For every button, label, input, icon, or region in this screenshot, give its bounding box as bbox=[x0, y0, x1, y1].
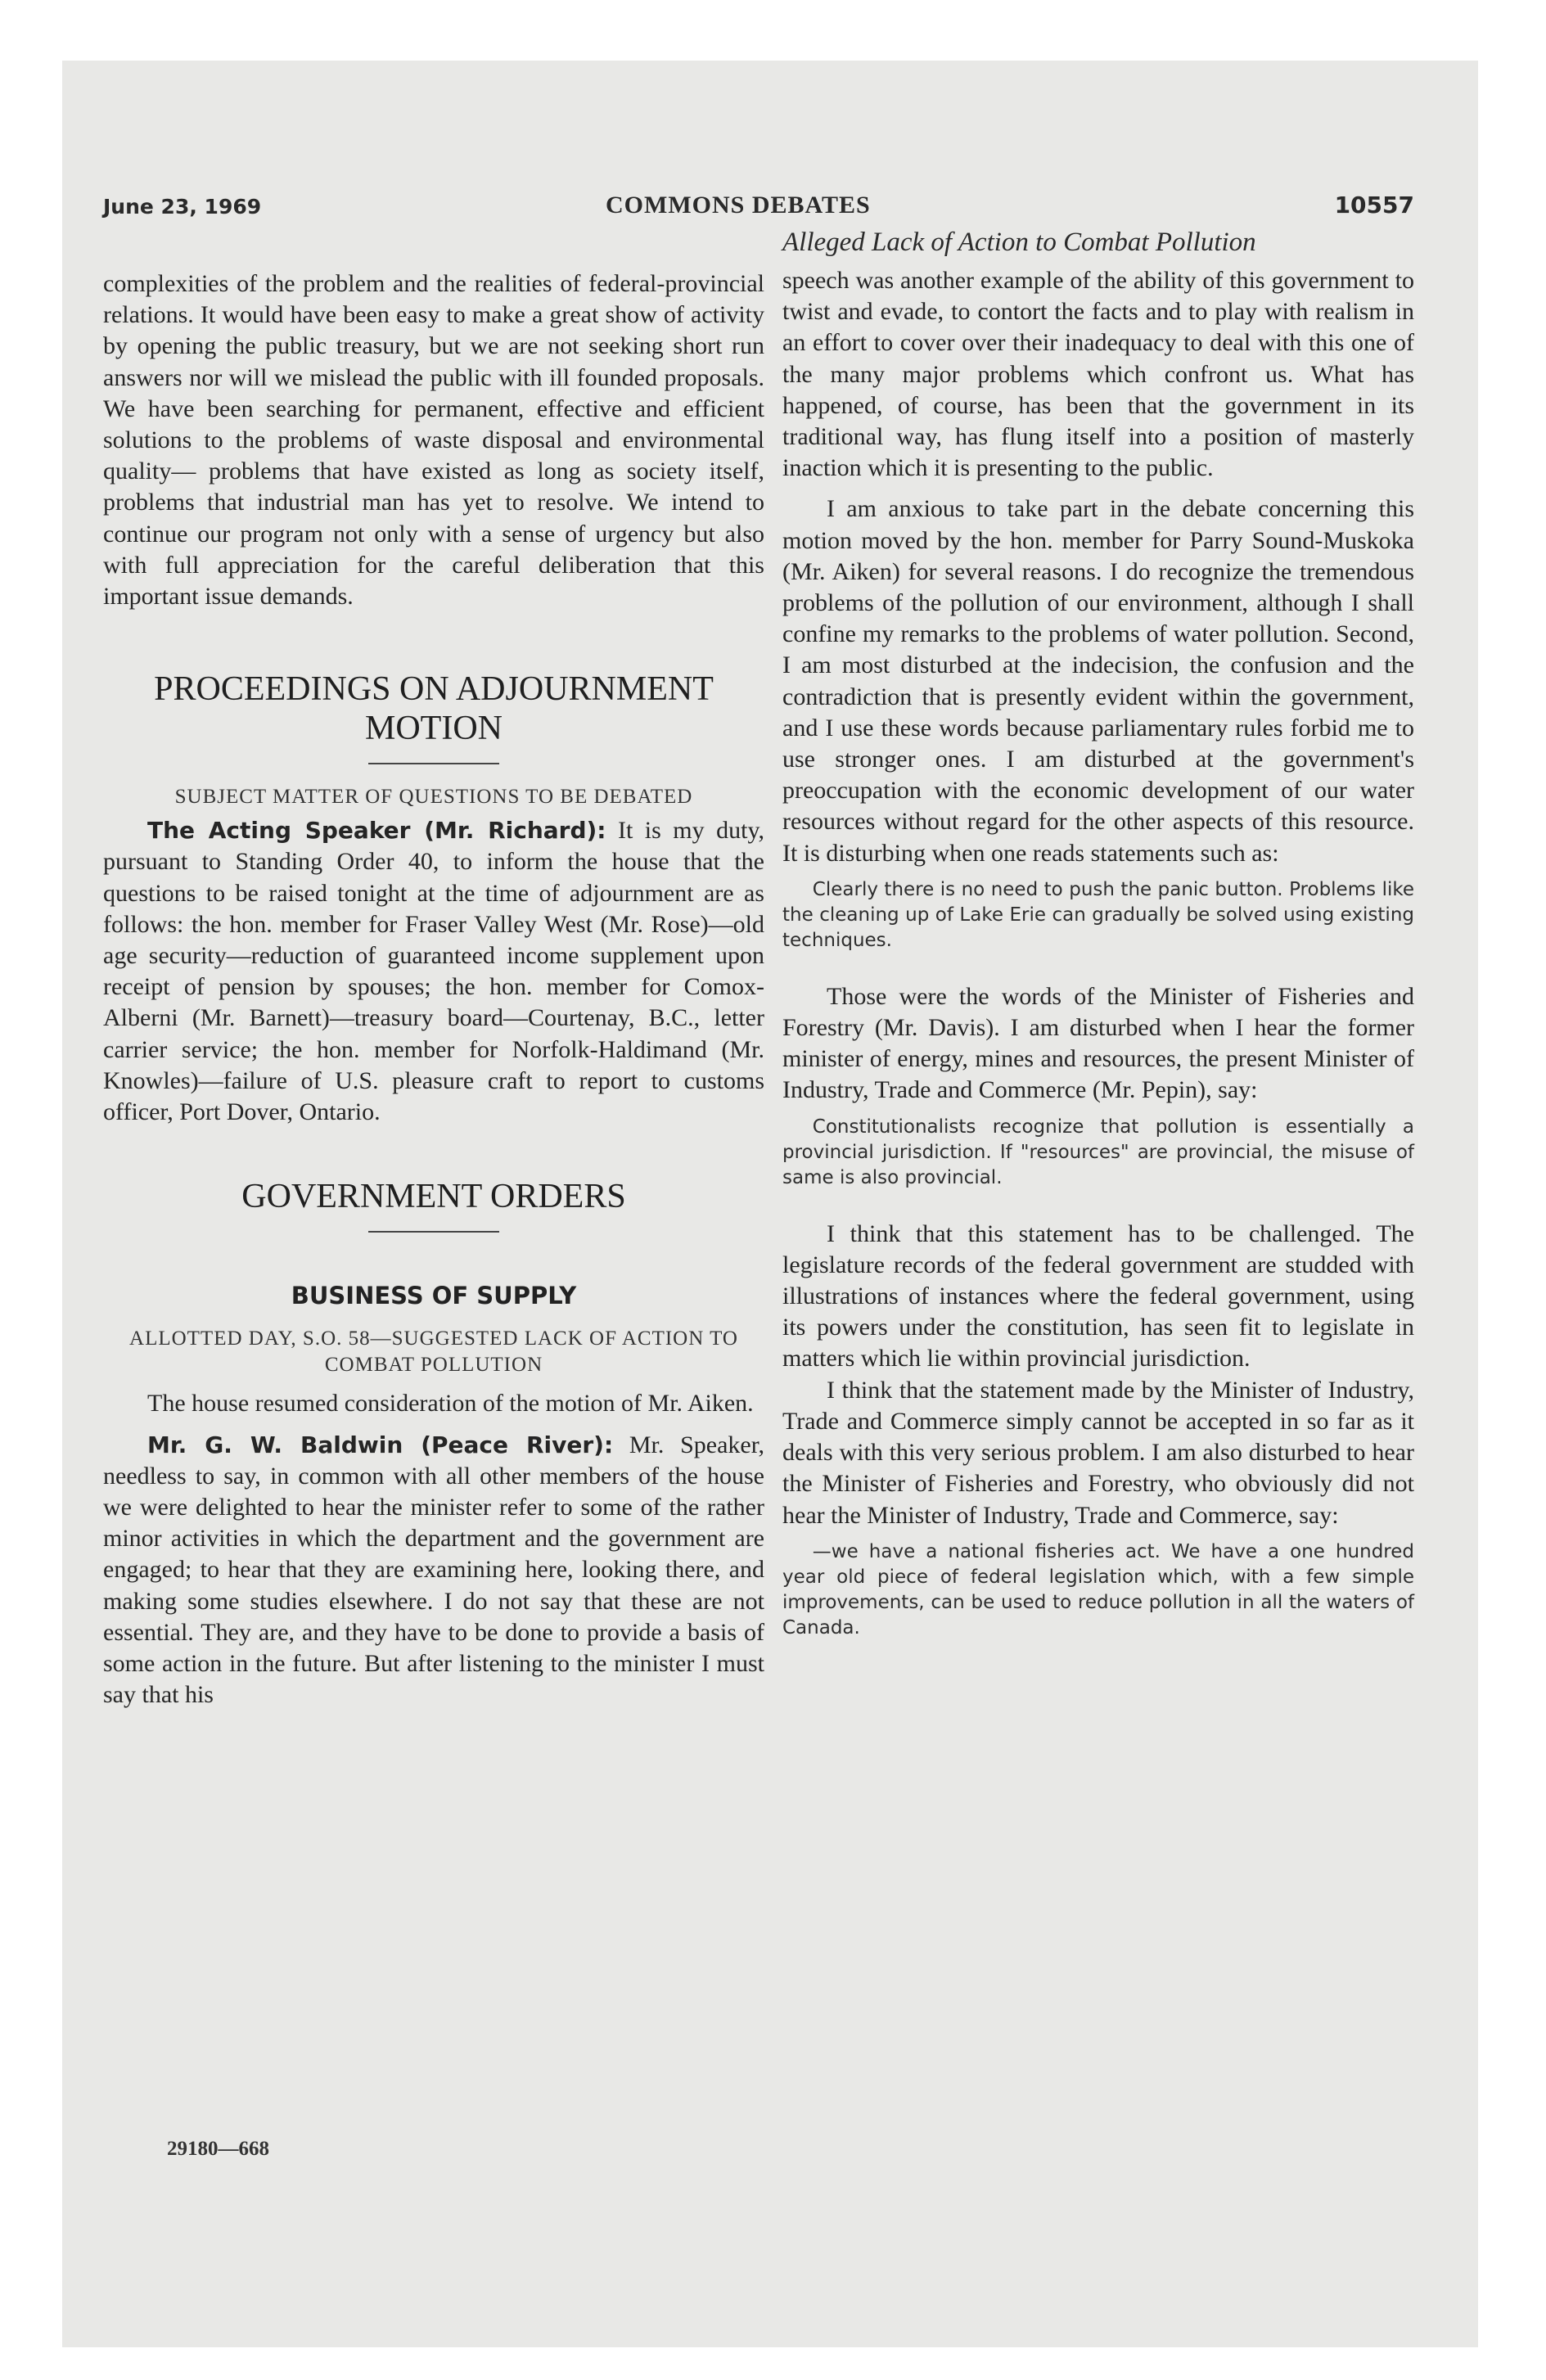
speech-text: It is my duty, pursuant to Standing Order 40, to inform the house that the questions to be raised tonight at the time of adjournment are as follows: the hon. member for Fraser Valley West (Mr. Rose)—old age security—reduction of guaranteed income supplement upon receipt of pension by spouses; the hon. member for Comox-Alberni (Mr. Barnett)—treasury board—Courtenay, B.C., letter carrier service; the hon. member for Norfolk-Haldimand (Mr. Knowles)—failure of U.S. pleasure craft to report to customs officer, Port Dover, Ontario. bbox=[103, 817, 765, 1126]
paragraph: speech was another example of the ability of this government to twist and evade, to contort the facts and to play with realism in an effort to cover over their inadequacy to deal with this one of the many major problems which confront us. What has happened, of course, has been that the government in its traditional way, has flung itself into a position of masterly inaction which it is presenting to the public. bbox=[782, 267, 1414, 482]
left-column bbox=[103, 268, 764, 1711]
section-heading-adjournment bbox=[103, 669, 764, 748]
page-number: 10557 bbox=[1334, 192, 1414, 219]
paragraph: complexities of the problem and the realities of federal-provincial relations. It would have been easy to make a great show of activity by opening the public treasury, but we are not seeking short run answers nor will we mislead the public with ill founded proposals. We have been searching for permanent, effective and efficient solutions to the problems of waste disposal and environmental quality— problems that have existed as long as society itself, problems that industrial man has yet to resolve. We intend to continue our program not only with a sense of urgency but also with full appreciation for the careful deliberation that this important issue demands. bbox=[103, 270, 764, 611]
page-footer-code: 29180—668 bbox=[167, 2138, 269, 2160]
section-heading-government-orders: GOVERNMENT ORDERS bbox=[241, 1178, 626, 1216]
speaker-name: Mr. G. W. Baldwin (Peace River): bbox=[147, 1431, 614, 1458]
paragraph bbox=[103, 815, 764, 1128]
paragraph: I think that this statement has to be challenged. The legislature records of the federal government are studded with illustrations of instances where the federal government, using its powers under the constitution, has seen fit to legislate in matters which lie within provincial jurisdiction. bbox=[782, 1219, 1414, 1373]
divider-rule bbox=[368, 1231, 499, 1233]
subheading-allotted-day: ALLOTTED DAY, S.O. 58—SUGGESTED LACK OF ACTION TO COMBAT POLLUTION bbox=[129, 1327, 738, 1377]
paragraph bbox=[103, 1430, 764, 1711]
running-header bbox=[103, 187, 1414, 228]
subheading-business-of-supply: BUSINESS OF SUPPLY bbox=[291, 1282, 577, 1310]
heading-text: PROCEEDINGS ON ADJOURNMENT MOTION bbox=[154, 670, 714, 748]
debate-subject: Alleged Lack of Action to Combat Pollution bbox=[782, 228, 1256, 257]
subheading-questions: SUBJECT MATTER OF QUESTIONS TO BE DEBATED bbox=[174, 786, 693, 809]
right-column bbox=[782, 265, 1414, 1669]
block-quote: —we have a national fisheries act. We have a one hundred year old piece of federal legislation which, with a few simple improvements, can be used to reduce pollution in all the waters of Canada. bbox=[782, 1540, 1414, 1639]
header-title: COMMONS DEBATES bbox=[606, 192, 871, 219]
header-date: June 23, 1969 bbox=[103, 195, 262, 219]
divider-rule bbox=[368, 763, 499, 764]
paragraph: Those were the words of the Minister of Fisheries and Forestry (Mr. Davis). I am disturbed when I hear the former minister of energy, mines and resources, the present Minister of Industry, Trade and Commerce (Mr. Pepin), say: bbox=[782, 982, 1414, 1104]
paragraph: I think that the statement made by the Minister of Industry, Trade and Commerce simply cannot be accepted in so far as it deals with this very serious problem. I am also disturbed to hear the Minister of Fisheries and Forestry, who obviously did not hear the Minister of Industry, Trade and Commerce, say: bbox=[782, 1376, 1414, 1529]
block-quote: Constitutionalists recognize that pollution is essentially a provincial jurisdiction. If "resources" are provincial, the misuse of same is also provincial. bbox=[782, 1116, 1414, 1188]
speech-text: Mr. Speaker, needless to say, in common with all other members of the house we were delighted to hear the minister refer to some of the rather minor activities in which the department and the government are engaged; to hear that they are examining here, looking there, and making some studies elsewhere. I do not say that these are not essential. They are, and they have to be done to provide a basis of some action in the future. But after listening to the minister I must say that his bbox=[103, 1431, 765, 1709]
paragraph: I am anxious to take part in the debate concerning this motion moved by the hon. member for Parry Sound-Muskoka (Mr. Aiken) for several reasons. I do recognize the tremendous problems of the pollution of our environment, although I shall confine my remarks to the problems of water pollution. Second, I am most disturbed at the indecision, the confusion and the contradiction that is presently evident within the government, and I use these words because parliamentary rules forbid me to use stronger ones. I am disturbed at the government's preoccupation with the economic development of our water resources without regard for the other aspects of this resource. It is disturbing when one reads statements such as: bbox=[782, 495, 1414, 867]
paragraph: The house resumed consideration of the motion of Mr. Aiken. bbox=[147, 1390, 754, 1418]
speaker-name: The Acting Speaker (Mr. Richard): bbox=[147, 817, 606, 845]
block-quote: Clearly there is no need to push the panic button. Problems like the cleaning up of Lake Erie can gradually be solved using existing techniques. bbox=[782, 878, 1414, 951]
